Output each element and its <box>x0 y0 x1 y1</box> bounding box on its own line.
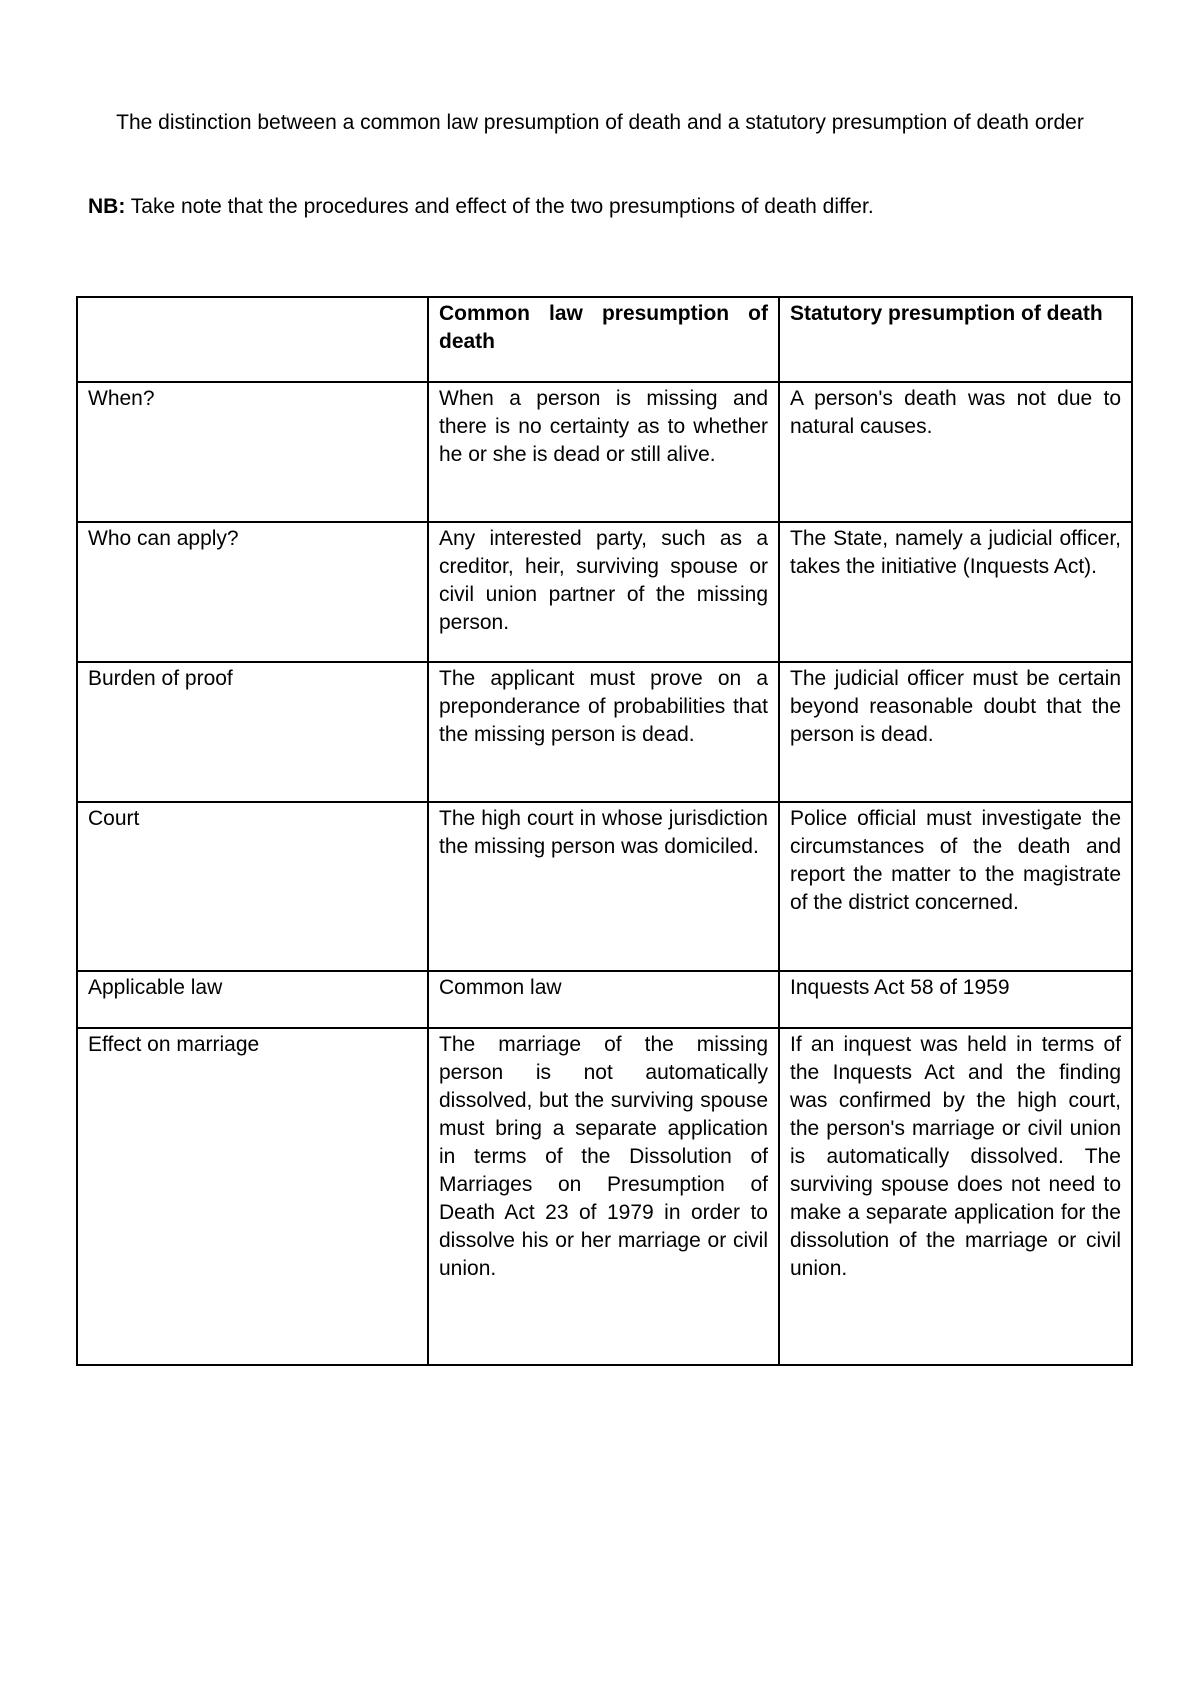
common-law-cell: When a person is missing and there is no certainty as to whether he or she is dead or still alive. <box>428 382 779 522</box>
statutory-cell: Inquests Act 58 of 1959 <box>779 971 1132 1028</box>
table-row <box>77 662 1132 802</box>
table-row <box>77 522 1132 662</box>
statutory-cell: The State, namely a judicial officer, takes the initiative (Inquests Act). <box>779 522 1132 662</box>
document-title: The distinction between a common law presumption of death and a statutory presumption of death order <box>116 111 1084 134</box>
row-label: Applicable law <box>77 971 428 1028</box>
note-paragraph <box>88 193 1118 221</box>
row-label: Burden of proof <box>77 662 428 802</box>
header-common-law: Common law presumption of death <box>428 297 779 382</box>
header-empty-cell <box>77 297 428 382</box>
row-label: Who can apply? <box>77 522 428 662</box>
table-row <box>77 971 1132 1028</box>
comparison-table <box>76 296 1133 1366</box>
common-law-cell: The high court in whose jurisdiction the missing person was domiciled. <box>428 802 779 971</box>
note-text: Take note that the procedures and effect of the two presumptions of death differ. <box>125 195 874 218</box>
statutory-cell: If an inquest was held in terms of the Inquests Act and the finding was confirmed by the high court, the person's marriage or civil union is automatically dissolved. The surviving spouse does not need to make a separate application for the dissolution of the marriage or civil union. <box>779 1028 1132 1365</box>
table-row <box>77 382 1132 522</box>
statutory-cell: The judicial officer must be certain beyond reasonable doubt that the person is dead. <box>779 662 1132 802</box>
table-row <box>77 1028 1132 1365</box>
common-law-cell: The applicant must prove on a preponderance of probabilities that the missing person is dead. <box>428 662 779 802</box>
statutory-cell: Police official must investigate the circumstances of the death and report the matter to the magistrate of the district concerned. <box>779 802 1132 971</box>
statutory-cell: A person's death was not due to natural causes. <box>779 382 1132 522</box>
table-header-row <box>77 297 1132 382</box>
common-law-cell: Any interested party, such as a creditor, heir, surviving spouse or civil union partner of the missing person. <box>428 522 779 662</box>
header-statutory: Statutory presumption of death <box>779 297 1132 382</box>
common-law-cell: Common law <box>428 971 779 1028</box>
note-label: NB: <box>88 195 126 218</box>
row-label: Effect on marriage <box>77 1028 428 1365</box>
row-label: Court <box>77 802 428 971</box>
common-law-cell: The marriage of the missing person is not automatically dissolved, but the surviving spouse must bring a separate application in terms of the Dissolution of Marriages on Presumption of Death Act 23 of 1979 in order to dissolve his or her marriage or civil union. <box>428 1028 779 1365</box>
row-label: When? <box>77 382 428 522</box>
table-row <box>77 802 1132 971</box>
